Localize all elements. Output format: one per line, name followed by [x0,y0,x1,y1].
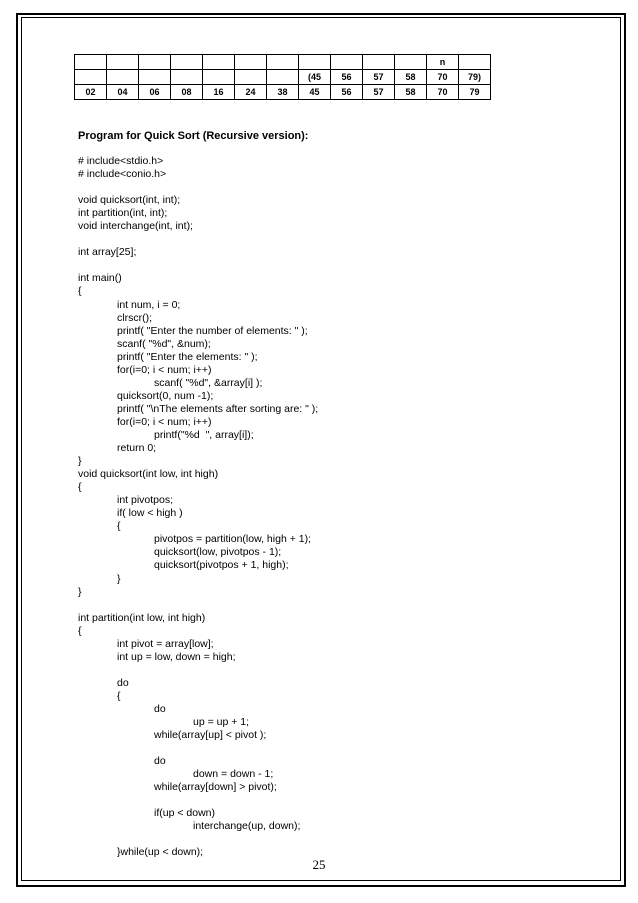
code-line: scanf( "%d", &num); [117,337,211,350]
code-line: void quicksort(int low, int high) [78,468,219,481]
table-cell [139,55,171,70]
table-cell: 56 [331,70,363,85]
table-row [75,55,491,70]
code-line: quicksort(0, num -1); [117,389,214,402]
code-line: { [78,285,82,298]
table-cell: (45 [299,70,331,85]
table-cell: 24 [235,85,267,100]
array-trace-table [74,54,491,100]
code-line: # include<conio.h> [78,168,167,181]
code-line [78,181,318,194]
code-line: printf("%d ", array[i]); [154,428,254,441]
table-cell: 58 [395,85,427,100]
code-line: do [154,702,166,715]
table-row [75,70,491,85]
code-line [78,259,318,272]
code-line: } [78,585,82,598]
table-cell: 02 [75,85,107,100]
table-cell [171,55,203,70]
code-line [78,833,318,846]
table-cell [107,70,139,85]
table-cell [107,55,139,70]
table-cell [171,70,203,85]
table-cell: 70 [427,85,459,100]
table-cell: 57 [363,70,395,85]
code-line: printf( "Enter the elements: " ); [117,350,258,363]
code-line [78,664,318,677]
table-cell [235,70,267,85]
code-line: if(up < down) [154,807,215,820]
table-cell [395,55,427,70]
table-cell [75,70,107,85]
code-line: clrscr(); [117,311,152,324]
table-cell [299,55,331,70]
code-line: up = up + 1; [193,716,250,729]
code-line: do [117,676,129,689]
code-line [78,599,318,612]
page-number: 25 [312,857,326,872]
code-line [78,742,318,755]
code-line: return 0; [117,442,157,455]
table-cell: 45 [299,85,331,100]
code-line: do [154,755,166,768]
code-line: # include<stdio.h> [78,155,164,167]
code-line: int main() [78,272,122,285]
code-listing [78,155,318,860]
section-heading: Program for Quick Sort (Recursive version): [78,130,309,142]
table-cell: 08 [171,85,203,100]
code-line: printf( "Enter the number of elements: " ); [117,324,308,337]
code-line: } [78,455,82,468]
code-line: while(array[up] < pivot ); [154,729,267,742]
code-line: quicksort(pivotpos + 1, high); [154,559,289,572]
table-cell: n [427,55,459,70]
table-cell: 58 [395,70,427,85]
code-line: { [78,481,82,494]
code-line: quicksort(low, pivotpos - 1); [154,546,282,559]
table-cell: 70 [427,70,459,85]
code-line: { [117,520,121,533]
code-line: int partition(int low, int high) [78,611,206,624]
code-line: interchange(up, down); [193,820,301,833]
code-line: printf( "\nThe elements after sorting are: " ); [117,402,319,415]
code-line: for(i=0; i < num; i++) [117,415,212,428]
code-line: int num, i = 0; [117,298,181,311]
table-cell: 38 [267,85,299,100]
code-line: scanf( "%d", &array[i] ); [154,376,263,389]
table-cell: 79 [459,85,491,100]
table-row [75,85,491,100]
table-cell: 16 [203,85,235,100]
code-line: while(array[down] > pivot); [154,781,277,794]
table-cell [363,55,395,70]
code-line [78,233,318,246]
table-cell [331,55,363,70]
code-line: if( low < high ) [117,507,183,520]
table-cell [203,55,235,70]
table-cell [203,70,235,85]
table-cell: 04 [107,85,139,100]
table-cell [459,55,491,70]
code-line [78,794,318,807]
table-cell: 57 [363,85,395,100]
table-cell: 06 [139,85,171,100]
code-line: pivotpos = partition(low, high + 1); [154,533,312,546]
code-line: int pivotpos; [117,494,174,507]
code-line: { [78,624,82,637]
table-cell [139,70,171,85]
code-line: void interchange(int, int); [78,220,193,233]
code-line: down = down - 1; [193,768,274,781]
code-line: for(i=0; i < num; i++) [117,363,212,376]
code-line: int up = low, down = high; [117,650,236,663]
table-cell [267,55,299,70]
table-cell [267,70,299,85]
code-line: void quicksort(int, int); [78,194,181,207]
table-cell [235,55,267,70]
code-line: }while(up < down); [117,846,204,859]
code-line: { [117,689,121,702]
code-line: int array[25]; [78,246,137,259]
table-cell: 79) [459,70,491,85]
code-line: int partition(int, int); [78,207,168,220]
code-line: int pivot = array[low]; [117,637,214,650]
table-cell: 56 [331,85,363,100]
code-line: } [117,572,121,585]
table-cell [75,55,107,70]
